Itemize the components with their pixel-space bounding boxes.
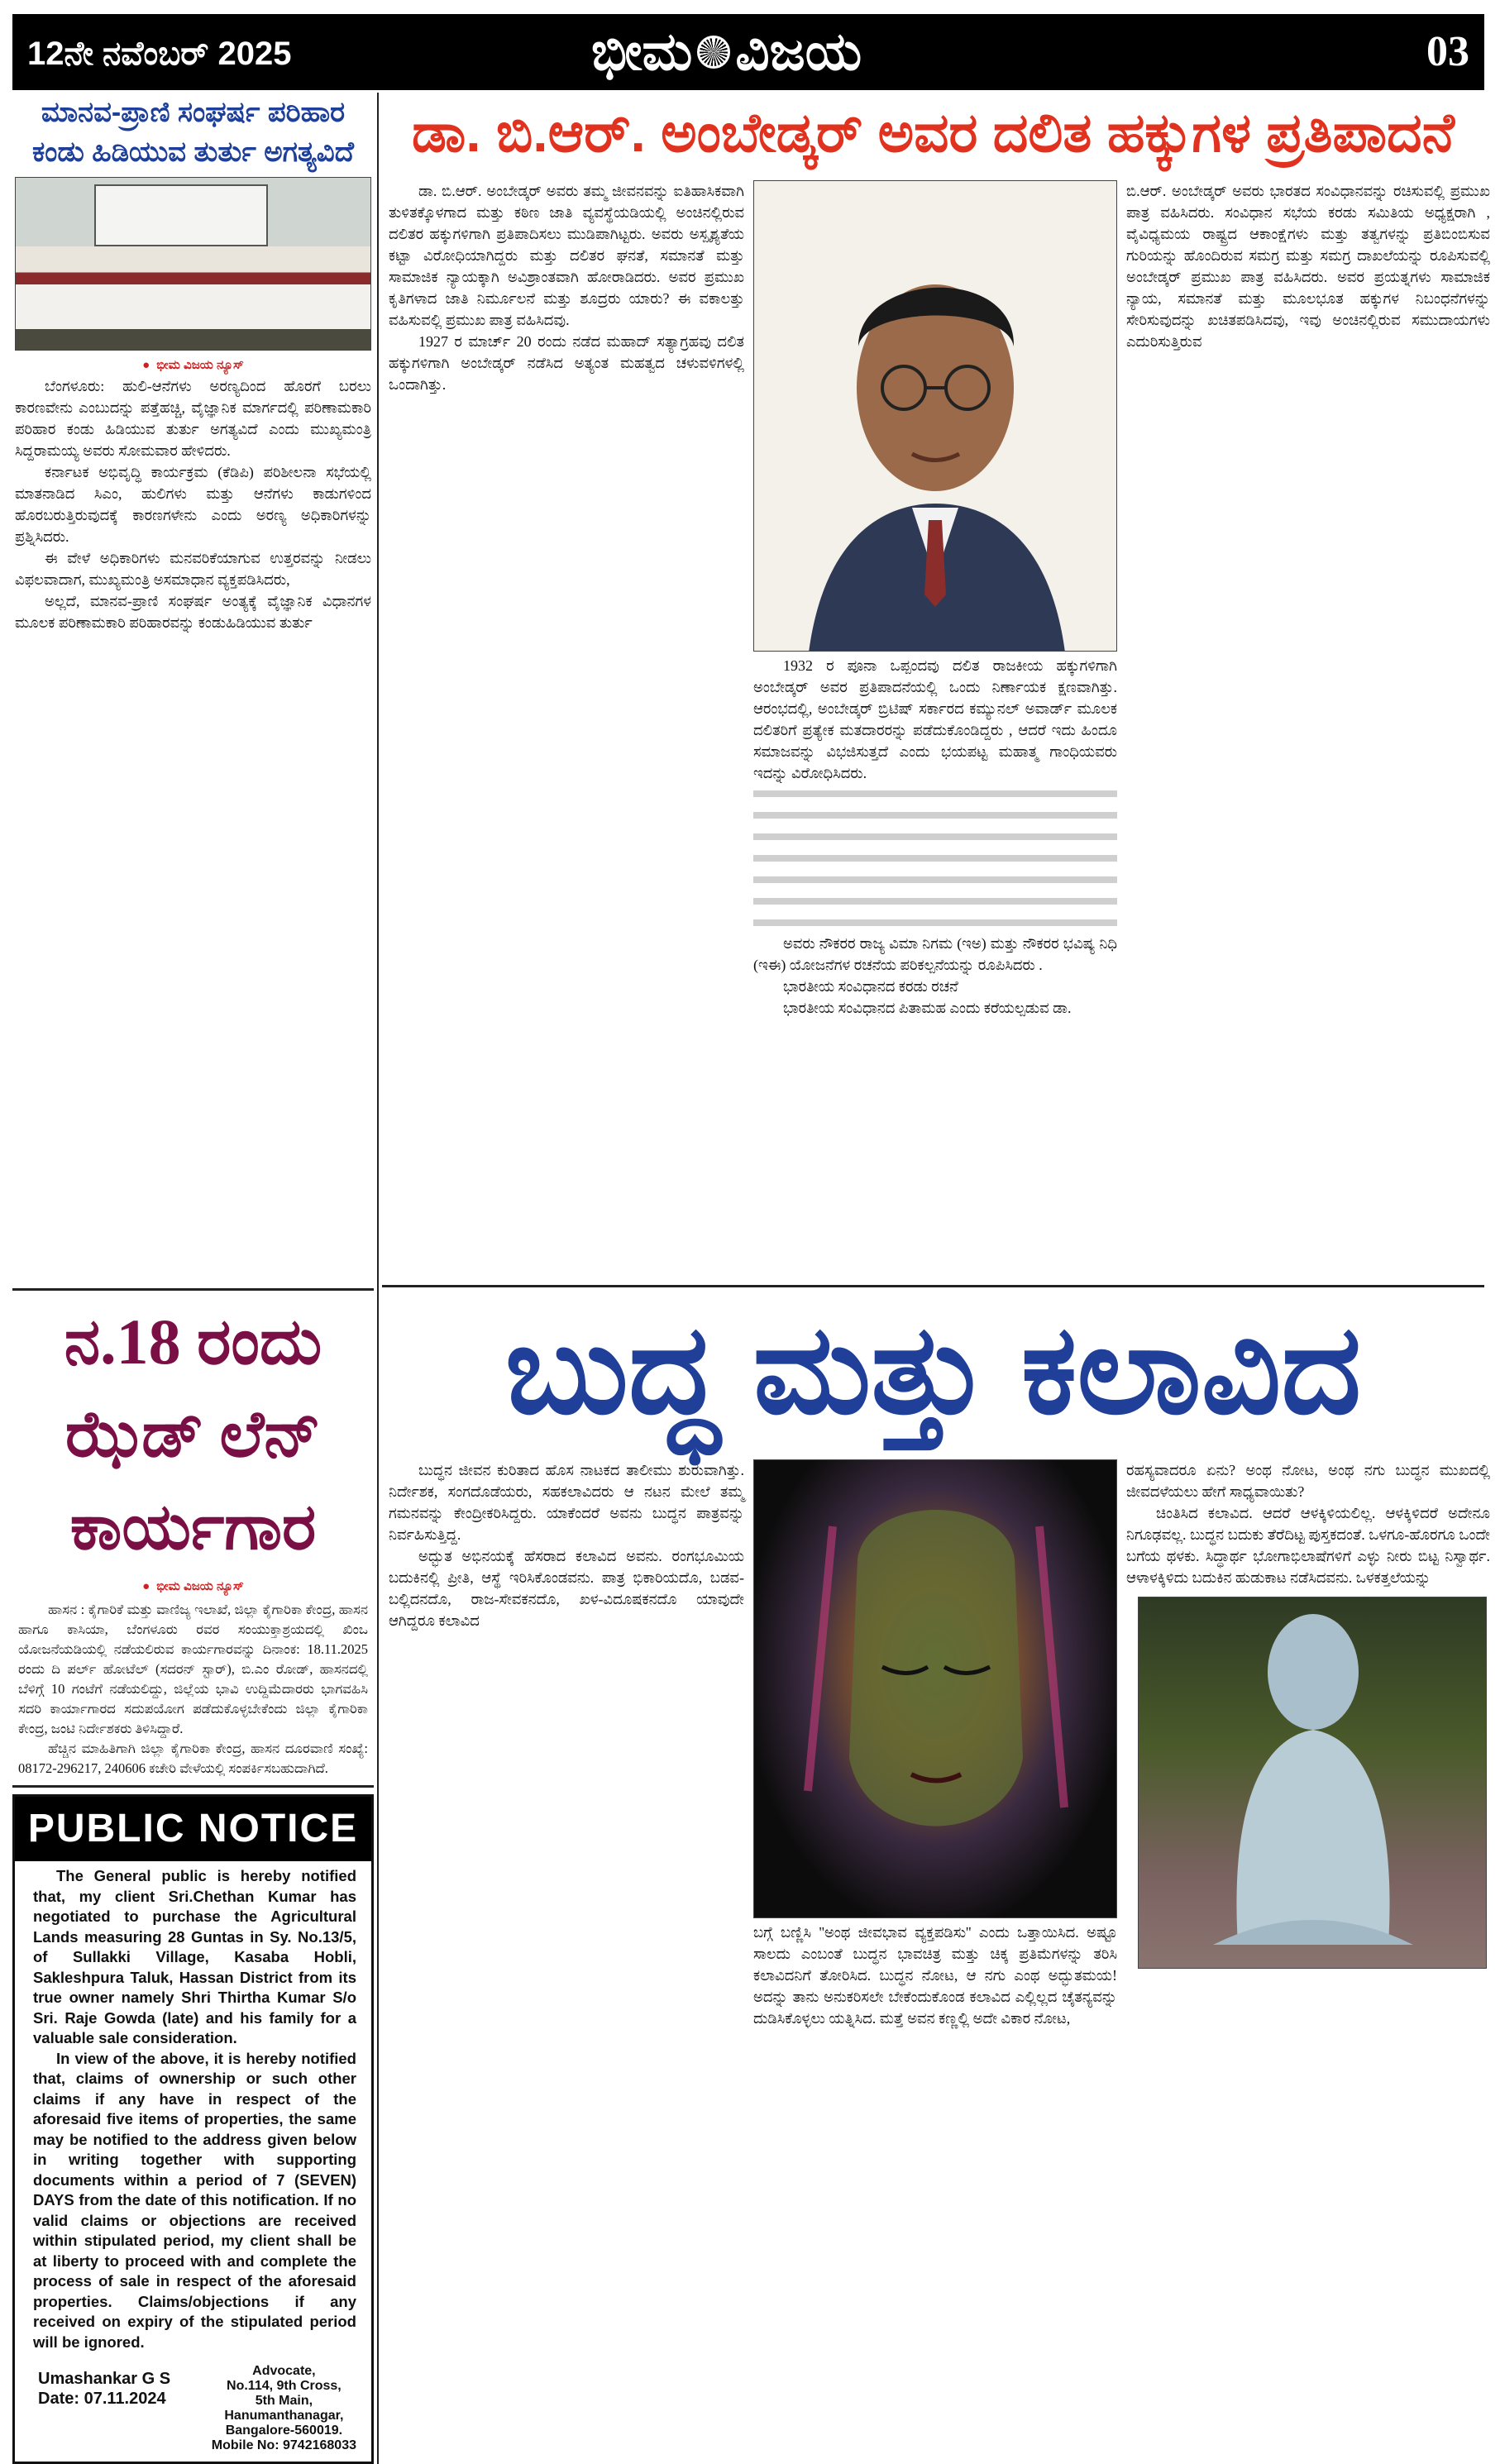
buddha-statue-photo bbox=[1138, 1597, 1487, 1969]
story-column-1 bbox=[389, 180, 744, 1280]
section-divider bbox=[12, 1785, 374, 1788]
story-headline: ಮಾನವ-ಪ್ರಾಣಿ ಸಂಘರ್ಷ ಪರಿಹಾರ ಕಂಡು ಹಿಡಿಯುವ ತುರ್ತು ಅಗತ್ಯವಿದೆ bbox=[31, 97, 355, 168]
paragraph: 1927 ರ ಮಾರ್ಚ್ 20 ರಂದು ನಡೆದ ಮಹಾದ್ ಸತ್ಯಾಗ್ರಹವು ದಲಿತ ಹಕ್ಕುಗಳಿಗಾಗಿ ಅಂಬೇಡ್ಕರ್ ನಡೆಸಿದ ಅತ್ಯಂತ ಮಹತ್ವದ ಚಳುವಳಿಗಳಲ್ಲಿ ಒಂದಾಗಿತ್ತು. bbox=[389, 333, 744, 393]
paragraph: ಚಿಂತಿಸಿದ ಕಲಾವಿದ. ಆದರೆ ಆಳಕ್ಕಿಳಿಯಲಿಲ್ಲ. ಆಳಕ್ಕಿಳಿದರೆ ಅದೇನೂ ನಿಗೂಢವಲ್ಲ. ಬುದ್ಧನ ಬದುಕು ತೆರೆದಿಟ್ಟ ಪುಸ್ತಕದಂತೆ. ಒಳಗೂ-ಹೊರಗೂ ಒಂದೇ ಬಗೆಯ ಥಳಕು. ಸಿದ್ಧಾರ್ಥ ಭೋಗಾಭಿಲಾಷೆಗಳಿಗೆ ಎಳ್ಳು ನೀರು ಬಿಟ್ಟ ನಿಸ್ವಾರ್ಥ. ಆಳಾಳಕ್ಕಿಳಿದು ಬದುಕಿನ ಹುಡುಕಾಟ ನಡೆಸಿದವನು. ಒಳಕತ್ತಲೆಯನ್ನು bbox=[1126, 1505, 1490, 1586]
address-line: No.114, 9th Cross, bbox=[227, 2379, 342, 2393]
paragraph: ಅವರು ನೌಕರರ ರಾಜ್ಯ ವಿಮಾ ನಿಗಮ (ಇಅ) ಮತ್ತು ನೌಕರರ ಭವಿಷ್ಯ ನಿಧಿ (ಇಈ) ಯೋಜನೆಗಳ ರಚನೆಯ ಪರಿಕಲ್ಪನೆಯನ್ನು ರೂಪಿಸಿದರು . bbox=[753, 935, 1117, 973]
story-workshop bbox=[12, 1296, 374, 1779]
text-continuation bbox=[753, 784, 1117, 933]
paragraph: ಬೆಂಗಳೂರು: ಹುಲಿ-ಆನೆಗಳು ಅರಣ್ಯದಿಂದ ಹೊರಗೆ ಬರಲು ಕಾರಣವೇನು ಎಂಬುದನ್ನು ಪತ್ತೆಹಚ್ಚಿ, ವೈಜ್ಞಾನಿಕ ಮಾರ್ಗದಲ್ಲಿ ಪರಿಣಾಮಕಾರಿ ಪರಿಹಾರ ಕಂಡು ಹಿಡಿಯುವ ತುರ್ತು ಅಗತ್ಯವಿದೆ ಎಂದು ಮುಖ್ಯಮಂತ್ರಿ ಸಿದ್ದರಾಮಯ್ಯ ಅವರು ಸೋಮವಾರ ಹೇಳಿದರು. bbox=[15, 378, 371, 459]
issue-date: 12ನೇ ನವೆಂಬರ್ 2025 bbox=[27, 36, 292, 72]
paragraph: ಬಿ.ಆರ್. ಅಂಬೇಡ್ಕರ್ ಅವರು ಭಾರತದ ಸಂವಿಧಾನವನ್ನು ರಚಿಸುವಲ್ಲಿ ಪ್ರಮುಖ ಪಾತ್ರ ವಹಿಸಿದರು. ಸಂವಿಧಾನ ಸಭೆಯ ಕರಡು ಸಮಿತಿಯ ಅಧ್ಯಕ್ಷರಾಗಿ , ವೈವಿಧ್ಯಮಯ ರಾಷ್ಟ್ರದ ಆಕಾಂಕ್ಷೆಗಳು ಮತ್ತು ತತ್ವಗಳನ್ನು ಪ್ರತಿಬಿಂಬಿಸುವ ಗುರಿಯನ್ನು ಹೊಂದಿರುವ ಸಮಗ್ರ ಮತ್ತು ಸಮಗ್ರ ದಾಖಲೆಯನ್ನು ರೂಪಿಸುವಲ್ಲಿ ಅಂಬೇಡ್ಕರ್ ಪ್ರಮುಖ ಪಾತ್ರ ವಹಿಸಿದರು. ಅವರ ಪ್ರಯತ್ನಗಳು ಸಾಮಾಜಿಕ ನ್ಯಾಯ, ಸಮಾನತೆ ಮತ್ತು ಮೂಲಭೂತ ಹಕ್ಕುಗಳ ನಿಬಂಧನೆಗಳನ್ನು ಸೇರಿಸುವುದನ್ನು ಖಚಿತಪಡಿಸಿದವು, ಇವು ಅಂಚಿನಲ್ಲಿರುವ ಸಮುದಾಯಗಳು ಎದುರಿಸುತ್ತಿರುವ bbox=[1126, 183, 1490, 350]
advocate-address bbox=[212, 2364, 356, 2453]
public-notice bbox=[12, 1794, 374, 2464]
paragraph: ರಹಸ್ಯವಾದರೂ ಏನು? ಅಂಥ ನೋಟ, ಅಂಥ ನಗು ಬುದ್ಧನ ಮುಖದಲ್ಲಿ ಜೀವದಳೆಯಲು ಹೇಗೆ ಸಾಧ್ಯವಾಯಿತು? bbox=[1126, 1462, 1490, 1500]
byline: ● ಭೀಮ ವಿಜಯ ನ್ಯೂಸ್ bbox=[12, 356, 374, 375]
logo-text-right: ವಿಜಯ bbox=[735, 21, 862, 81]
left-column bbox=[12, 93, 379, 2464]
paragraph: ಭಾರತೀಯ ಸಂವಿಧಾನದ ಪಿತಾಮಹ ಎಂದು ಕರೆಯಲ್ಪಡುವ ಡಾ. bbox=[783, 1000, 1072, 1016]
story-wildlife bbox=[12, 93, 374, 1283]
byline: ● ಭೀಮ ವಿಜಯ ನ್ಯೂಸ್ bbox=[12, 1577, 374, 1597]
paragraph: The General public is hereby notified that, my client Sri.Chethan Kumar has negotiated to purchase the Agricultural Lands measuring 28 Guntas in Sy. No.13/5, of Sullakki Village, Kasaba Hobli, Sakleshpura Taluk, Hassan District from its true owner namely Shri Thirtha Kumar S/o Sri. Raje Gowda (late) and his family for a valuable sale consideration. bbox=[33, 1867, 356, 2046]
story-body bbox=[12, 375, 374, 633]
page-number: 03 bbox=[1426, 28, 1469, 75]
story-column-3 bbox=[1126, 180, 1490, 1280]
paragraph: ಈ ವೇಳೆ ಅಧಿಕಾರಿಗಳು ಮನವರಿಕೆಯಾಗುವ ಉತ್ತರವನ್ನು ನೀಡಲು ವಿಫಲವಾದಾಗ, ಮುಖ್ಯಮಂತ್ರಿ ಅಸಮಾಧಾನ ವ್ಯಕ್ತಪಡಿಸಿದರು, bbox=[15, 550, 371, 588]
story-headline: ನ.18 ರಂದು ಝೆಡ್ ಲೆನ್ ಕಾರ್ಯಗಾರ bbox=[64, 1306, 322, 1563]
buddha-face-painting bbox=[753, 1459, 1117, 1918]
ashoka-chakra-icon bbox=[697, 36, 730, 69]
newspaper-logo bbox=[591, 21, 862, 83]
paragraph: ಡಾ. ಬಿ.ಆರ್. ಅಂಬೇಡ್ಕರ್ ಅವರು ತಮ್ಮ ಜೀವನವನ್ನು ಐತಿಹಾಸಿಕವಾಗಿ ತುಳಿತಕ್ಕೊಳಗಾದ ಮತ್ತು ಕಠಿಣ ಜಾತಿ ವ್ಯವಸ್ಥೆಯಡಿಯಲ್ಲಿ ಅಂಚಿನಲ್ಲಿರುವ ದಲಿತರ ಹಕ್ಕುಗಳಿಗಾಗಿ ಪ್ರತಿಪಾದಿಸಲು ಮುಡಿಪಾಗಿಟ್ಟರು. ಅವರು ಅಸ್ಪೃಶ್ಯತೆಯ ಕಟ್ಟಾ ವಿರೋಧಿಯಾಗಿದ್ದರು ಮತ್ತು ದಲಿತರ ಘನತೆ, ಸಮಾನತೆ ಮತ್ತು ಸಾಮಾಜಿಕ ನ್ಯಾಯಕ್ಕಾಗಿ ಅವಿಶ್ರಾಂತವಾಗಿ ಹೋರಾಡಿದರು. ಅವರ ಪ್ರಮುಖ ಕೃತಿಗಳಾದ ಜಾತಿ ನಿರ್ಮೂಲನೆ ಮತ್ತು ಶೂದ್ರರು ಯಾರು? ಈ ವಕಾಲತ್ತು ವಹಿಸುವಲ್ಲಿ ಪ್ರಮುಖ ಪಾತ್ರ ವಹಿಸಿದವು. bbox=[389, 183, 744, 328]
paragraph: ಹಾಸನ : ಕೈಗಾರಿಕೆ ಮತ್ತು ವಾಣಿಜ್ಯ ಇಲಾಖೆ, ಜಿಲ್ಲಾ ಕೈಗಾರಿಕಾ ಕೇಂದ್ರ, ಹಾಸನ ಹಾಗೂ ಕಾಸಿಯಾ, ಬೆಂಗಳೂರು ರವರ ಸಂಯುಕ್ತಾಶ್ರಯದಲ್ಲಿ ಖಿಂಒ ಯೋಜನೆಯಡಿಯಲ್ಲಿ ನಡೆಯಲಿರುವ ಕಾರ್ಯಗಾರವನ್ನು ದಿನಾಂಕ: 18.11.2025 ರಂದು ದಿ ಪರ್ಲ್ ಹೋಟೆಲ್ (ಸದರನ್ ಸ್ಟಾರ್), ಬಿ.ಎಂ ರೋಡ್, ಹಾಸನದಲ್ಲಿ ಬೆಳಿಗ್ಗೆ 10 ಗಂಟೆಗೆ ನಡೆಯಲಿದ್ದು, ಜಿಲ್ಲೆಯ ಭಾವಿ ಉದ್ದಿಮೆದಾರರು ಭಾಗವಹಿಸಿ ಸದರಿ ಕಾರ್ಯಾಗಾರದ ಸದುಪಯೋಗ ಪಡೆದುಕೊಳ್ಳಬೇಕೆಂದು ಜಿಲ್ಲಾ ಕೈಗಾರಿಕಾ ಕೇಂದ್ರ, ಜಂಟಿ ನಿರ್ದೇಶಕರು ತಿಳಿಸಿದ್ದಾರೆ. bbox=[18, 1602, 368, 1736]
story-column-1 bbox=[389, 1459, 744, 2029]
story-headline: ಡಾ. ಬಿ.ಆರ್. ಅಂಬೇಡ್ಕರ್ ಅವರ ದಲಿತ ಹಕ್ಕುಗಳ ಪ್ರತಿಪಾದನೆ bbox=[411, 102, 1455, 163]
address-line: 5th Main, bbox=[255, 2394, 313, 2408]
paragraph: In view of the above, it is hereby notified that, claims of ownership or such other claims if any have in respect of the aforesaid five items of properties, the same may be notified to the address given below in writing together with supporting documents within a period of 7 (SEVEN) DAYS from the date of this notification. If no valid claims or objections are received within stipulated period, my client shall be at liberty to proceed with and complete the process of sale in respect of the aforesaid properties. Claims/objections if any received on expiry of the stipulated period will be ignored. bbox=[33, 2049, 356, 2351]
notice-signature bbox=[15, 2352, 371, 2462]
ambedkar-portrait bbox=[753, 180, 1117, 652]
story-column-2 bbox=[753, 1459, 1117, 2029]
paragraph: ಬಗ್ಗೆ ಬಣ್ಣಿಸಿ ''ಅಂಥ ಜೀವಭಾವ ವ್ಯಕ್ತಪಡಿಸು'' ಎಂದು ಒತ್ತಾಯಿಸಿದ. ಅಷ್ಟೂ ಸಾಲದು ಎಂಬಂತೆ ಬುದ್ಧನ ಭಾವಚಿತ್ರ ಮತ್ತು ಚಿಕ್ಕ ಪ್ರತಿಮೆಗಳನ್ನು ತರಿಸಿ ಕಲಾವಿದನಿಗೆ ತೋರಿಸಿದ. ಬುದ್ಧನ ನೋಟ, ಆ ನಗು ಎಂಥ ಅದ್ಭುತಮಯ! ಅದನ್ನು ತಾನು ಅನುಕರಿಸಲೇ ಬೇಕೆಂದುಕೊಂಡ ಕಲಾವಿದ ಎಲ್ಲಿಲ್ಲದ ಚೈತನ್ಯವನ್ನು ದುಡಿಸಿಕೊಳ್ಳಲು ಯತ್ನಿಸಿದ. ಮತ್ತೆ ಅವನ ಕಣ್ಣಲ್ಲಿ ಅದೇ ವಿಕಾರ ನೋಟ, bbox=[753, 1924, 1117, 2027]
paragraph: 1932 ರ ಪೂನಾ ಒಪ್ಪಂದವು ದಲಿತ ರಾಜಕೀಯ ಹಕ್ಕುಗಳಿಗಾಗಿ ಅಂಬೇಡ್ಕರ್ ಅವರ ಪ್ರತಿಪಾದನೆಯಲ್ಲಿ ಒಂದು ನಿರ್ಣಾಯಕ ಕ್ಷಣವಾಗಿತ್ತು. ಆರಂಭದಲ್ಲಿ, ಅಂಬೇಡ್ಕರ್ ಬ್ರಿಟಿಷ್ ಸರ್ಕಾರದ ಕಮ್ಯುನಲ್ ಅವಾರ್ಡ್ ಮೂಲಕ ದಲಿತರಿಗೆ ಪ್ರತ್ಯೇಕ ಮತದಾರರನ್ನು ಪಡೆದುಕೊಂಡಿದ್ದರು , ಆದರೆ ಇದು ಹಿಂದೂ ಸಮಾಜವನ್ನು ವಿಭಜಿಸುತ್ತದೆ ಎಂದು ಭಯಪಟ್ಟ ಮಹಾತ್ಮ ಗಾಂಧಿಯವರು ಇದನ್ನು ವಿರೋಧಿಸಿದರು. bbox=[753, 657, 1117, 781]
address-line: Bangalore-560019. bbox=[225, 2423, 343, 2438]
story-buddha bbox=[382, 1287, 1490, 2029]
masthead bbox=[12, 14, 1484, 90]
story-column-2 bbox=[753, 180, 1117, 1280]
paragraph: ಅಲ್ಲದೆ, ಮಾನವ-ಪ್ರಾಣಿ ಸಂಘರ್ಷ ಅಂತ್ಯಕ್ಕೆ ವೈಜ್ಞಾನಿಕ ವಿಧಾನಗಳ ಮೂಲಕ ಪರಿಣಾಮಕಾರಿ ಪರಿಹಾರವನ್ನು ಕಂಡುಹಿಡಿಯುವ ತುರ್ತು bbox=[15, 593, 371, 631]
story-column-3 bbox=[1126, 1459, 1490, 2029]
story-headline: ಬುದ್ಧ ಮತ್ತು ಕಲಾವಿದ bbox=[504, 1300, 1362, 1439]
notice-body bbox=[15, 1861, 371, 2352]
paragraph: ಬುದ್ಧನ ಜೀವನ ಕುರಿತಾದ ಹೊಸ ನಾಟಕದ ತಾಲೀಮು ಶುರುವಾಗಿತ್ತು. ನಿರ್ದೇಶಕ, ಸಂಗದೊಡೆಯರು, ಸಹಕಲಾವಿದರು ಆ ನಟನ ಮೇಲೆ ತಮ್ಮ ಗಮನವನ್ನು ಕೇಂದ್ರೀಕರಿಸಿದ್ದರು. ಯಾಕೆಂದರೆ ಅವನು ಬುದ್ಧನ ಪಾತ್ರವನ್ನು ನಿರ್ವಹಿಸುತ್ತಿದ್ದ. bbox=[389, 1462, 744, 1543]
notice-date: Date: 07.11.2024 bbox=[38, 2390, 166, 2408]
address-line: Hanumanthanagar, bbox=[224, 2409, 344, 2423]
paragraph: ಅದ್ಭುತ ಅಭಿನಯಕ್ಕೆ ಹೆಸರಾದ ಕಲಾವಿದ ಅವನು. ರಂಗಭೂಮಿಯ ಬದುಕಿನಲ್ಲಿ ಪ್ರೀತಿ, ಆಸ್ಥೆ ಇರಿಸಿಕೊಂಡವನು. ಪಾತ್ರ ಭಿಕಾರಿಯದೊ, ಬಡವ-ಬಲ್ಲಿದನದೊ, ರಾಜ-ಸೇವಕನದೊ, ಖಳ-ವಿದೂಷಕನದೊ ಯಾವುದೇ ಆಗಿದ್ದರೂ ಕಲಾವಿದ bbox=[389, 1548, 744, 1629]
subheading: ಭಾರತೀಯ ಸಂವಿಧಾನದ ಕರಡು ರಚನೆ bbox=[783, 978, 958, 995]
story-ambedkar bbox=[382, 93, 1490, 1280]
meeting-photo bbox=[15, 177, 371, 351]
address-line: Advocate, bbox=[252, 2364, 316, 2378]
notice-title: PUBLIC NOTICE bbox=[15, 1797, 371, 1861]
signatory-name: Umashankar G S bbox=[38, 2370, 171, 2388]
address-line: Mobile No: 9742168033 bbox=[211, 2438, 356, 2452]
logo-text-left: ಭೀಮ bbox=[591, 21, 693, 81]
paragraph: ಹೆಚ್ಚಿನ ಮಾಹಿತಿಗಾಗಿ ಜಿಲ್ಲಾ ಕೈಗಾರಿಕಾ ಕೇಂದ್ರ, ಹಾಸನ ದೂರವಾಣಿ ಸಂಖ್ಯೆ: 08172-296217, 240606 ಕಚೇರಿ ವೇಳೆಯಲ್ಲಿ ಸಂಪರ್ಕಿಸಬಹುದಾಗಿದೆ. bbox=[18, 1741, 368, 1776]
main-area bbox=[382, 93, 1490, 2029]
paragraph: ಕರ್ನಾಟಕ ಅಭಿವೃದ್ಧಿ ಕಾರ್ಯಕ್ರಮ (ಕೆಡಿಪಿ) ಪರಿಶೀಲನಾ ಸಭೆಯಲ್ಲಿ ಮಾತನಾಡಿದ ಸಿಎಂ, ಹುಲಿಗಳು ಮತ್ತು ಆನೆಗಳು ಕಾಡುಗಳಿಂದ ಹೊರಬರುತ್ತಿರುವುದಕ್ಕೆ ಕಾರಣಗಳೇನು ಎಂದು ಅರಣ್ಯ ಅಧಿಕಾರಿಗಳನ್ನು ಪ್ರಶ್ನಿಸಿದರು. bbox=[15, 464, 371, 545]
section-divider bbox=[12, 1288, 374, 1291]
story-body bbox=[12, 1600, 374, 1779]
